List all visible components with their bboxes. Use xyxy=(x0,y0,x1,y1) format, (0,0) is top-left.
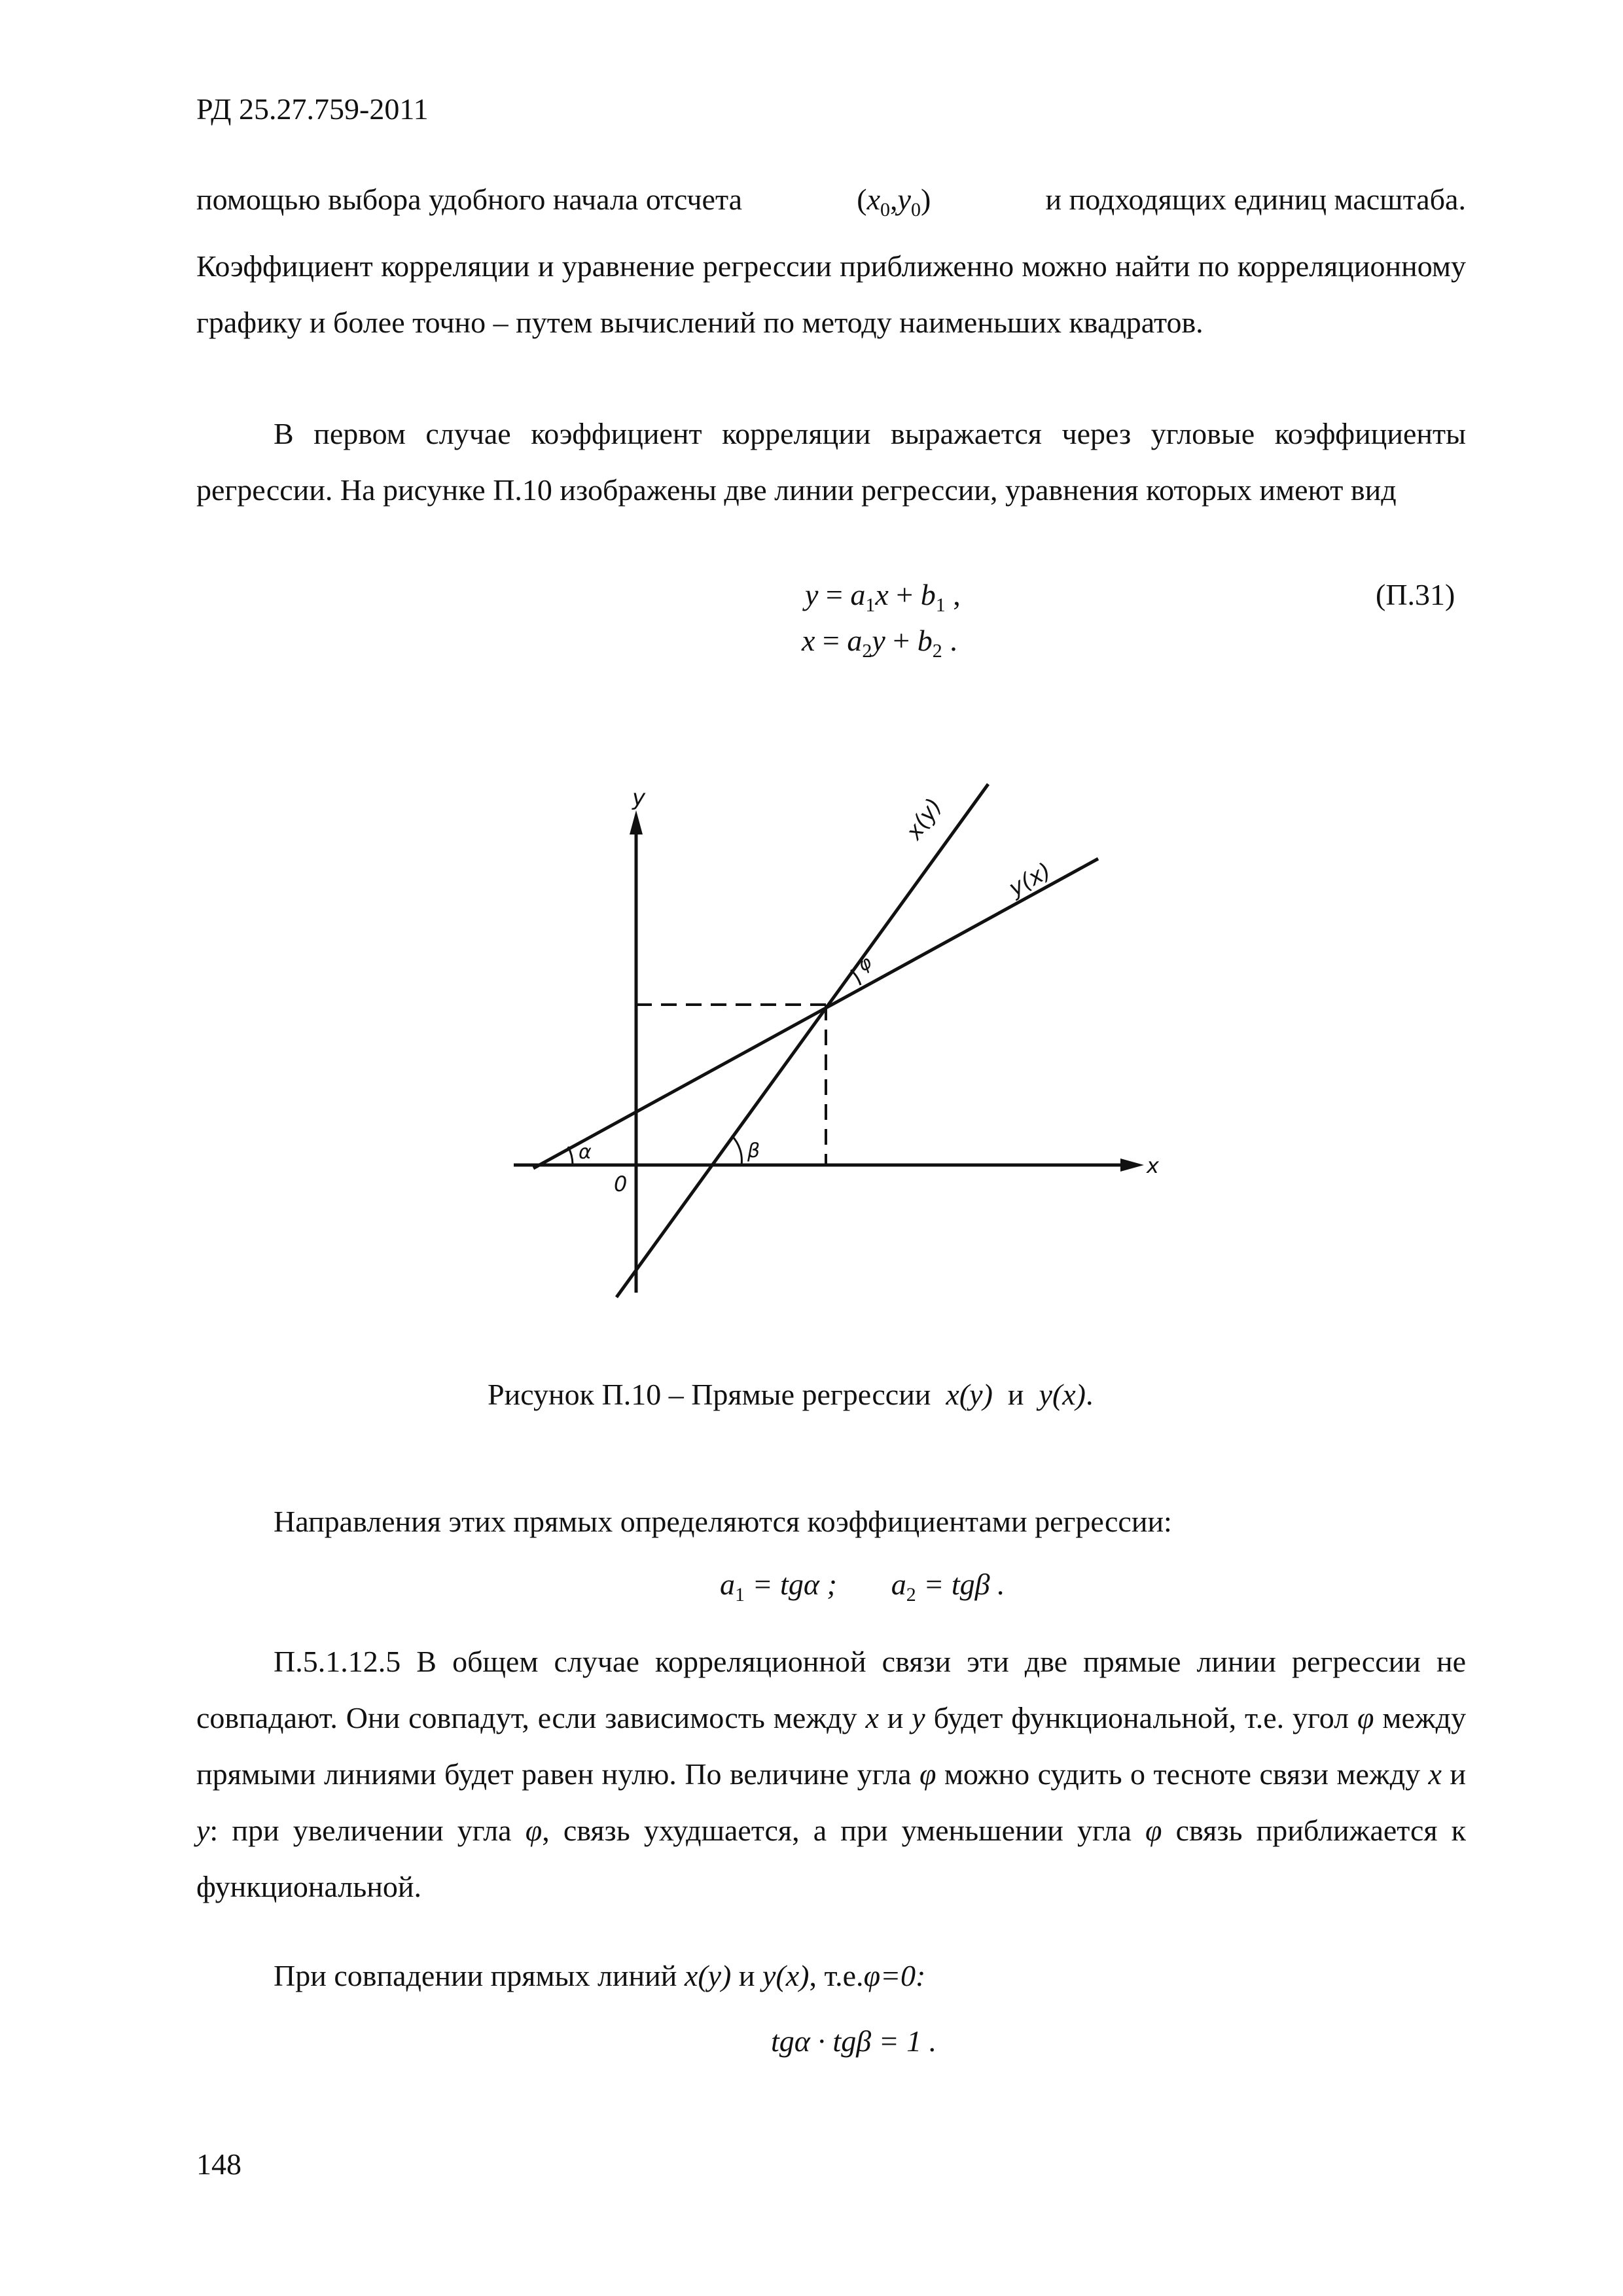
document-header: РД 25.27.759-2011 xyxy=(196,92,429,126)
page-number: 148 xyxy=(196,2147,241,2181)
beta-arc xyxy=(732,1136,741,1165)
phi-label: φ xyxy=(854,951,876,977)
p1-text-b: и подходящих единиц масштаба. xyxy=(1045,183,1466,216)
alpha-arc xyxy=(568,1147,573,1165)
origin-label: 0 xyxy=(614,1172,628,1196)
equation-line-2: $x = a_2y + b_2$ . xyxy=(802,624,957,662)
p1-text-c: Коэффициент корреляции и уравнение регрессии приближенно можно найти по корреляционному графику и более точно – путем вычислений по методу наименьших квадратов. xyxy=(196,249,1466,339)
regression-line-xy xyxy=(616,784,988,1297)
figure-caption: Рисунок П.10 – Прямые регрессии x(y) и y(x). xyxy=(488,1378,1094,1411)
equation-coefficients: $a_1 = tg\alpha$ ; $a_2 = tg\beta$ . xyxy=(720,1568,1005,1605)
paragraph-3: Направления этих прямых определяются коэффициентами регрессии: xyxy=(274,1505,1172,1538)
paragraph-5: При совпадении прямых линий x(y) и y(x), т.е.φ=0: xyxy=(274,1959,926,1992)
paragraph-4: П.5.1.12.5 В общем случае корреляционной связи эти две прямые линии регрессии не совпадают. Они совпадут, если зависимость между x и y будет функциональной, т.е. угол φ между прямыми линиями будет равен нулю. По величине угла φ можно судить о тесноте связи между x и y: при увеличении угла φ, связь ухудшается, а при уменьшении угла φ связь приближается к функциональной. xyxy=(196,1645,1467,1903)
phi-arc xyxy=(851,970,861,985)
y-axis-label: y xyxy=(632,785,646,811)
beta-label: β xyxy=(747,1139,760,1162)
x-axis-label: x xyxy=(1147,1153,1159,1178)
y-axis-arrow xyxy=(630,810,643,834)
equation-final: tgα · tgβ = 1 . xyxy=(771,2024,937,2058)
line-label-xy: x(y) xyxy=(901,793,948,845)
line-label-yx: y(x) xyxy=(1004,857,1056,902)
equation-line-1: $y = a_1x + b_1$ , xyxy=(805,578,961,616)
regression-line-yx xyxy=(533,859,1098,1168)
alpha-label: α xyxy=(579,1141,592,1164)
p1-text-a: помощью выбора удобного начала отсчета xyxy=(196,183,743,216)
equation-number: (П.31) xyxy=(1376,578,1455,611)
paragraph-2: В первом случае коэффициент корреляции выражается через угловые коэффициенты регрессии. На рисунке П.10 изображены две линии регрессии, уравнения которых имеют вид xyxy=(196,417,1466,507)
origin-point: $(x_0,y_0)$ xyxy=(857,183,931,221)
x-axis-arrow xyxy=(1120,1158,1144,1172)
